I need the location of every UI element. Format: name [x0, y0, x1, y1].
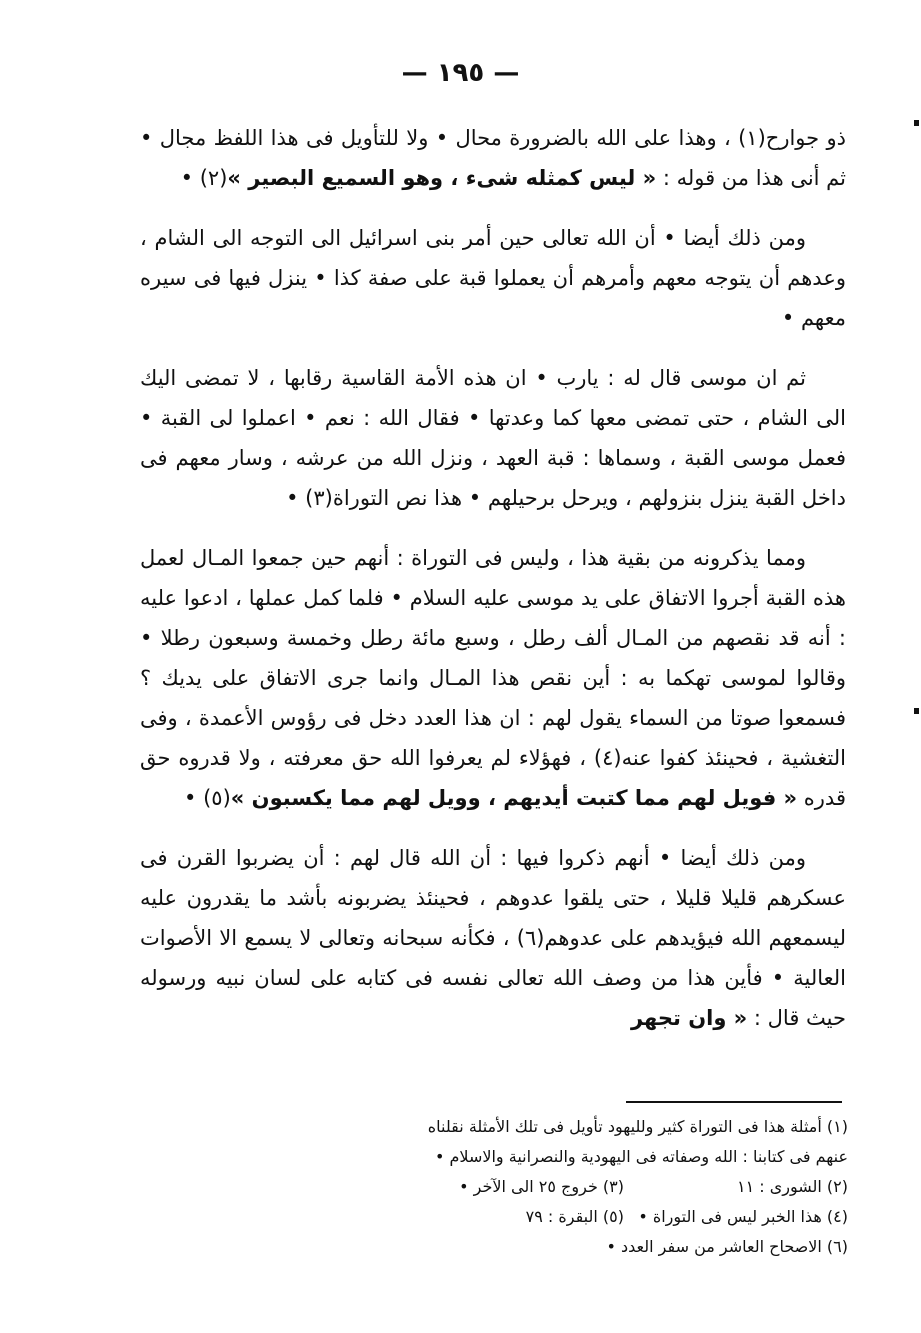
paragraph-4 [140, 538, 846, 818]
footnote-3: (٣) خروج ٢٥ الى الآخر • [459, 1177, 624, 1196]
margin-mark-top [914, 120, 919, 126]
footnote-4: (٤) هذا الخبر ليس فى التوراة • [638, 1207, 848, 1226]
paragraph-1-text-b: (٢) • [180, 166, 228, 190]
paragraph-5-text-a: ومن ذلك أيضا • أنهم ذكروا فيها : أن الله قال لهم : أن يضربوا القرن فى عسكرهم قليلا قليلا ، حتى يلقوا عدوهم ، فحينئذ يضربونه بأشد ما يقدرون عليه ليسمعهم الله فيؤيدهم على عدوهم(٦) ، فكأنه سبحانه وتعالى لا يسمع الا الأصوات العالية • فأين هذا من وصف الله تعالى نفسه فى كتابه على لسان نبيه ورسوله حيث قال : [140, 846, 846, 1030]
footnote-1-line-2: عنهم فى كتابنا : الله وصفاته فى اليهودية والنصرانية والاسلام • [434, 1147, 848, 1166]
body-text [140, 118, 846, 1038]
footnote-6: (٦) الاصحاح العاشر من سفر العدد • [606, 1237, 848, 1256]
footnote-1-line-1: (١) أمثلة هذا فى التوراة كثير ولليهود تأويل فى تلك الأمثلة نقلناه [427, 1117, 848, 1136]
page-number: — ١٩٥ — [401, 58, 520, 88]
footnote-row-2-3 [160, 1172, 848, 1202]
margin-mark-middle [914, 708, 919, 714]
footnote-divider [626, 1101, 842, 1103]
footnote-2: (٢) الشورى : ١١ [736, 1177, 848, 1196]
footnote-5: (٥) البقرة : ٧٩ [525, 1207, 624, 1226]
paragraph-2: ومن ذلك أيضا • أن الله تعالى حين أمر بنى اسرائيل الى التوجه الى الشام ، وعدهم أن يتوجه معهم وأمرهم أن يعملوا قبة على صفة كذا • ينزل فيها فى سيره معهم • [140, 226, 846, 330]
footnote-row-4-5 [160, 1202, 848, 1232]
footnotes [160, 1112, 848, 1262]
paragraph-4-text-a: ومما يذكرونه من بقية هذا ، وليس فى التوراة : أنهم حين جمعوا المـال لعمل هذه القبة أجروا الاتفاق على يد موسى عليه السلام • فلما كمل عملها ، ادعوا عليه : أنه قد نقصهم من المـال ألف رطل ، وسبع مائة رطل وخمسة وسبعون رطلا • وقالوا لموسى تهكما به : أين نقص هذا المـال وانما جرى الاتفاق على يديك ؟ فسمعوا صوتا من السماء يقول لهم : ان هذا العدد دخل فى رؤوس الأعمدة ، وفى التغشية ، فحينئذ كفوا عنه(٤) ، فهؤلاء لم يعرفوا الله حق معرفته ، ولا قدروه حق قدره [140, 546, 846, 810]
quran-quote-3: « وان تجهر [630, 1006, 748, 1030]
quran-quote-1: « ليس كمثله شىء ، وهو السميع البصير » [227, 166, 657, 190]
paragraph-1-text-a: ذو جوارح(١) ، وهذا على الله بالضرورة محال • ولا للتأويل فى هذا اللفظ مجال • ثم أنى هذا من قوله : [140, 126, 846, 190]
paragraph-3: ثم ان موسى قال له : يارب • ان هذه الأمة القاسية رقابها ، لا تمضى اليك الى الشام ، حتى تمضى معها كما وعدتها • فقال الله : نعم • اعملوا لى القبة • فعمل موسى القبة ، وسماها : قبة العهد ، ونزل الله من عرشه ، وسار معهم فى داخل القبة ينزل بنزولهم ، ويرحل برحيلهم • هذا نص التوراة(٣) • [140, 366, 846, 510]
paragraph-1 [140, 118, 846, 198]
paragraph-5 [140, 838, 846, 1038]
paragraph-4-text-b: (٥) • [184, 786, 231, 810]
quran-quote-2: « فويل لهم مما كتبت أيديهم ، وويل لهم مما يكسبون » [230, 786, 798, 810]
